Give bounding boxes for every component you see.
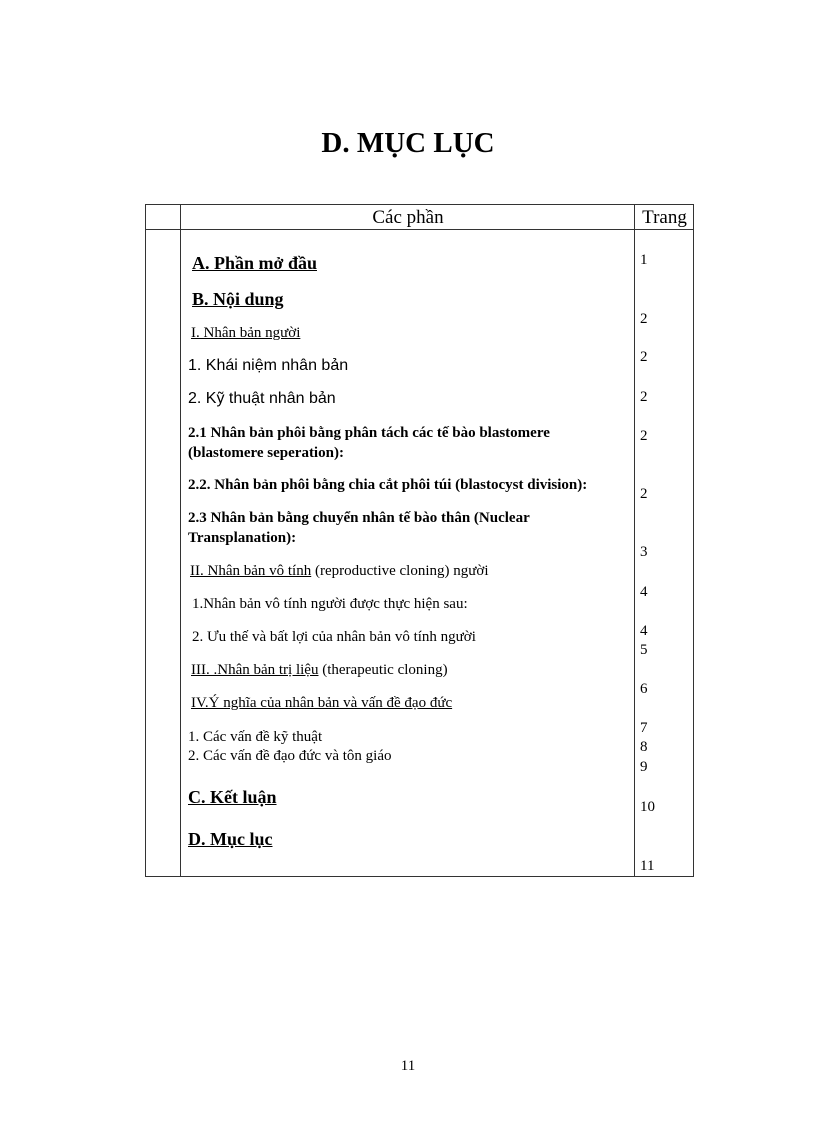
toc-entry-i21-line1: 2.1 Nhân bản phôi bằng phân tách các tế bào blastomere: [188, 425, 550, 441]
column-header-parts: Các phần: [372, 207, 444, 228]
toc-entry-a: A. Phần mở đầu: [192, 253, 317, 273]
page-number: 2: [640, 311, 648, 327]
toc-entry-i2: 2. Kỹ thuật nhân bản: [188, 390, 336, 407]
page-number: 4: [640, 584, 648, 600]
toc-entry-iv: IV.Ý nghĩa của nhân bản và vấn đề đạo đức: [191, 695, 453, 711]
page-number: 10: [640, 799, 655, 815]
toc-table: [145, 204, 694, 877]
toc-entry-i22: 2.2. Nhân bản phôi bằng chia cắt phôi túi (blastocyst division):: [188, 477, 588, 493]
page-number: 8: [640, 739, 648, 755]
toc-entry-d: D. Mục lục: [188, 829, 273, 849]
table-header-divider: [146, 229, 693, 230]
page-number: 2: [640, 428, 648, 444]
toc-entry-ii-underlined: II. Nhân bản vô tính: [190, 563, 312, 579]
toc-entry-ii: [190, 563, 489, 580]
column-header-page: Trang: [642, 207, 687, 228]
page-number: 5: [640, 642, 648, 658]
page-number: 2: [640, 389, 648, 405]
toc-entry-i23-line2: Transplanation):: [188, 530, 297, 546]
page-number: 6: [640, 681, 648, 697]
toc-entry-iii-rest: (therapeutic cloning): [318, 662, 448, 678]
page-number: 3: [640, 544, 648, 560]
table-divider: [180, 205, 181, 876]
toc-entry-ii1: 1.Nhân bản vô tính người được thực hiện sau:: [192, 596, 468, 612]
toc-entry-i1: 1. Khái niệm nhân bản: [188, 357, 349, 374]
toc-entry-ii2: 2. Ưu thế và bất lợi của nhân bản vô tính người: [192, 629, 476, 645]
table-divider: [634, 205, 635, 876]
toc-entry-iii-underlined: III. .Nhân bản trị liệu: [191, 662, 319, 678]
toc-entry-iv1: 1. Các vấn đề kỹ thuật: [188, 729, 323, 745]
page-number: 2: [640, 486, 648, 502]
toc-entry-iii: [191, 662, 448, 679]
page-number: 7: [640, 720, 648, 736]
page-number: 11: [640, 858, 655, 874]
page-number: 2: [640, 349, 648, 365]
toc-entry-i: I. Nhân bản người: [191, 325, 301, 341]
toc-entry-iv2: 2. Các vấn đề đạo đức và tôn giáo: [188, 748, 392, 764]
toc-entry-b: B. Nội dung: [192, 289, 284, 309]
footer-page-number: 11: [400, 1058, 416, 1074]
page-number: 9: [640, 759, 648, 775]
page-number: 4: [640, 623, 648, 639]
page-title: D. MỤC LỤC: [321, 127, 495, 159]
toc-entry-i23-line1: 2.3 Nhân bản bằng chuyển nhân tế bào thân (Nuclear: [188, 510, 530, 526]
toc-entry-c: C. Kết luận: [188, 787, 277, 807]
page-number: 1: [640, 252, 648, 268]
toc-entry-ii-rest: (reproductive cloning) người: [311, 563, 489, 579]
toc-entry-i21-line2: (blastomere seperation):: [188, 445, 344, 461]
